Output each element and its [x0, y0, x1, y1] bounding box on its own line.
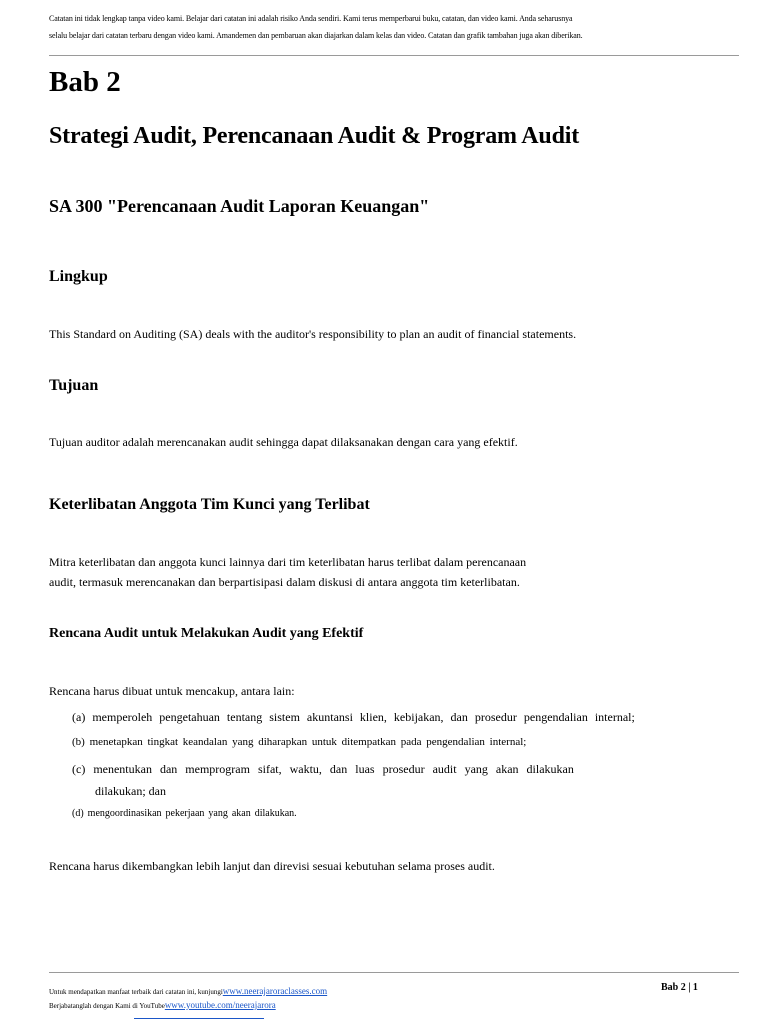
- plan-item-c-continued: dilakukan; dan: [95, 784, 166, 798]
- footer-youtube-link[interactable]: www.youtube.com/neerajarora: [164, 1000, 276, 1010]
- footer-youtube-text: Berjabatanglah dengan Kami di YouTube: [49, 1002, 165, 1010]
- footer-divider: [49, 972, 739, 973]
- plan-closing-text: Rencana harus dikembangkan lebih lanjut dan direvisi sesuai kebutuhan selama proses audit.: [49, 859, 495, 873]
- footer-website-link[interactable]: www.neerajaroraclasses.com: [222, 986, 328, 996]
- footer-youtube-row: [49, 995, 276, 1013]
- disclaimer-line-2: selalu belajar dari catatan terbaru dengan video kami. Amandemen dan pembaruan akan diajarkan dalam kelas dan video. Catatan dan grafik tambahan juga akan diberikan.: [49, 31, 583, 40]
- plan-intro: Rencana harus dibuat untuk mencakup, antara lain:: [49, 684, 295, 698]
- plan-item-d: (d) mengoordinasikan pekerjaan yang akan dilakukan.: [72, 808, 297, 819]
- standard-heading: SA 300 "Perencanaan Audit Laporan Keuangan": [49, 196, 430, 216]
- page-title: Strategi Audit, Perencanaan Audit & Program Audit: [49, 123, 579, 149]
- objective-text: Tujuan auditor adalah merencanakan audit sehingga dapat dilaksanakan dengan cara yang efektif.: [49, 435, 518, 449]
- plan-heading: Rencana Audit untuk Melakukan Audit yang Efektif: [49, 626, 364, 641]
- scope-text: This Standard on Auditing (SA) deals with the auditor's responsibility to plan an audit of financial statements.: [49, 327, 577, 341]
- involvement-text-line-1: Mitra keterlibatan dan anggota kunci lainnya dari tim keterlibatan harus terlibat dalam perencanaan: [49, 555, 527, 569]
- plan-item-a: (a) memperoleh pengetahuan tentang sistem akuntansi klien, kebijakan, dan prosedur pengendalian internal;: [72, 710, 635, 724]
- disclaimer-line-1: Catatan ini tidak lengkap tanpa video kami. Belajar dari catatan ini adalah risiko Anda sendiri. Kami terus memperbarui buku, catatan, dan video kami. Anda seharusnya: [49, 14, 573, 23]
- scope-heading: Lingkup: [49, 268, 108, 285]
- chapter-heading: Bab 2: [49, 66, 121, 98]
- involvement-text-line-2: audit, termasuk merencanakan dan berpartisipasi dalam diskusi di antara anggota tim keterlibatan.: [49, 575, 520, 589]
- objective-heading: Tujuan: [49, 377, 99, 394]
- footer-benefit-text: Untuk mendapatkan manfaat terbaik dari catatan ini, kunjungi: [49, 988, 223, 996]
- header-divider: [49, 55, 739, 56]
- plan-item-b: (b) menetapkan tingkat keandalan yang diharapkan untuk ditempatkan pada pengendalian internal;: [72, 736, 527, 748]
- plan-item-c: (c) menentukan dan memprogram sifat, waktu, dan luas prosedur audit yang akan dilakukan: [72, 762, 574, 776]
- involvement-heading: Keterlibatan Anggota Tim Kunci yang Terlibat: [49, 496, 370, 513]
- footer-link-underline: [134, 1018, 264, 1019]
- page-number: Bab 2 | 1: [661, 982, 698, 993]
